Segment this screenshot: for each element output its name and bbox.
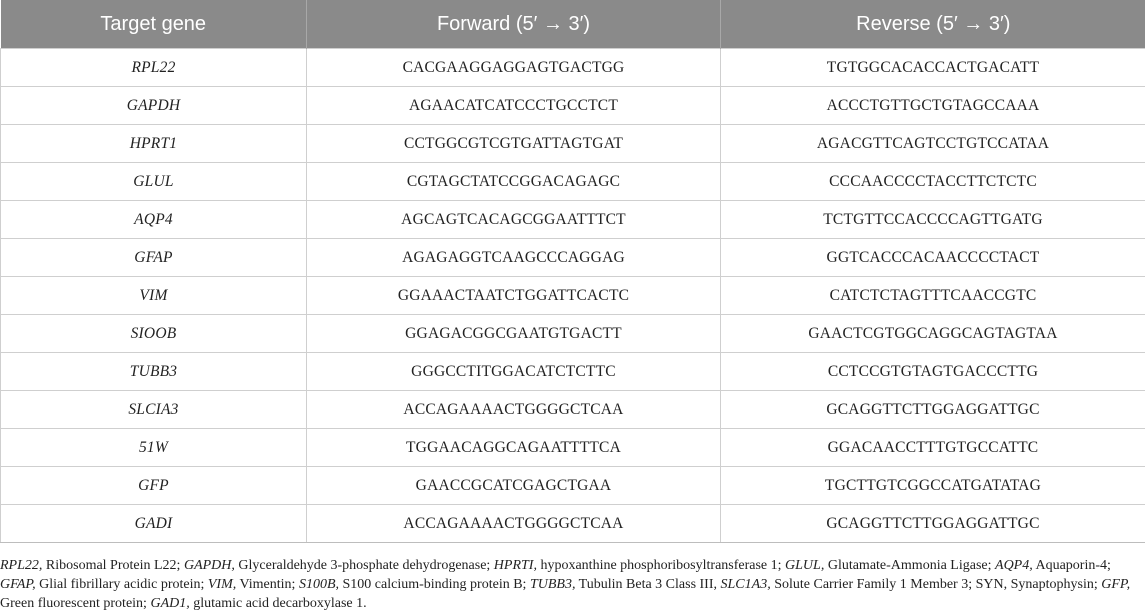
reverse-primer-cell: ACCCTGTTGCTGTAGCCAAA bbox=[721, 87, 1145, 125]
table-row bbox=[1, 429, 1145, 467]
table-row bbox=[1, 163, 1145, 201]
reverse-primer-cell: GGTCACCCACAACCCCTACT bbox=[721, 239, 1145, 277]
footnote-abbreviation: S100B, bbox=[298, 577, 340, 592]
footnote-definition: hypoxanthine phosphoribosyltransferase 1; bbox=[536, 558, 786, 573]
header-reverse: Reverse (5′ → 3′) bbox=[721, 0, 1145, 49]
reverse-primer-cell: TGTGGCACACCACTGACATT bbox=[721, 49, 1145, 87]
forward-primer-cell: AGCAGTCACAGCGGAATTTCT bbox=[307, 201, 721, 239]
footnote-abbreviation: AQP4, bbox=[995, 558, 1033, 573]
footnote-abbreviation: VIM, bbox=[207, 577, 237, 592]
gene-cell: TUBB3 bbox=[1, 353, 307, 391]
forward-primer-cell: GGAGACGGCGAATGTGACTT bbox=[307, 315, 721, 353]
footnote-definition: S100 calcium-binding protein B; bbox=[339, 577, 530, 592]
reverse-primer-cell: TGCTTGTCGGCCATGATATAG bbox=[721, 467, 1145, 505]
gene-cell: VIM bbox=[1, 277, 307, 315]
footnote-definition: glutamic acid decarboxylase 1. bbox=[189, 596, 367, 611]
gene-cell: GFP bbox=[1, 467, 307, 505]
reverse-primer-cell: AGACGTTCAGTCCTGTCCATAA bbox=[721, 125, 1145, 163]
table-header-row bbox=[1, 0, 1145, 49]
footnote-definition: Glial fibrillary acidic protein; bbox=[35, 577, 208, 592]
gene-cell: GFAP bbox=[1, 239, 307, 277]
table-row bbox=[1, 125, 1145, 163]
forward-primer-cell: ACCAGAAAACTGGGGCTCAA bbox=[307, 391, 721, 429]
gene-cell: GLUL bbox=[1, 163, 307, 201]
footnote-abbreviation: SLC1A3, bbox=[720, 577, 771, 592]
footnote-definition: Solute Carrier Family 1 Member 3; SYN, Synaptophysin; bbox=[770, 577, 1102, 592]
table-row bbox=[1, 505, 1145, 543]
table-row bbox=[1, 239, 1145, 277]
footnote-abbreviation: GAD1, bbox=[150, 596, 190, 611]
footnote-definition: Green fluorescent protein; bbox=[0, 596, 151, 611]
forward-primer-cell: CGTAGCTATCCGGACAGAGC bbox=[307, 163, 721, 201]
forward-primer-cell: CACGAAGGAGGAGTGACTGG bbox=[307, 49, 721, 87]
table-row bbox=[1, 391, 1145, 429]
footnote-abbreviation: TUBB3, bbox=[529, 577, 576, 592]
gene-cell: 51W bbox=[1, 429, 307, 467]
gene-cell: AQP4 bbox=[1, 201, 307, 239]
forward-primer-cell: GGAAACTAATCTGGATTCACTC bbox=[307, 277, 721, 315]
reverse-primer-cell: GCAGGTTCTTGGAGGATTGC bbox=[721, 505, 1145, 543]
forward-primer-cell: AGAACATCATCCCTGCCTCT bbox=[307, 87, 721, 125]
forward-primer-cell: ACCAGAAAACTGGGGCTCAA bbox=[307, 505, 721, 543]
table-row bbox=[1, 201, 1145, 239]
reverse-primer-cell: CCTCCGTGTAGTGACCCTTG bbox=[721, 353, 1145, 391]
reverse-primer-cell: CATCTCTAGTTTCAACCGTC bbox=[721, 277, 1145, 315]
table-row bbox=[1, 467, 1145, 505]
footnote-abbreviation: GAPDH, bbox=[183, 558, 235, 573]
footnote-abbreviation: GFAP, bbox=[0, 577, 36, 592]
gene-cell: GAPDH bbox=[1, 87, 307, 125]
reverse-primer-cell: GCAGGTTCTTGGAGGATTGC bbox=[721, 391, 1145, 429]
table-row bbox=[1, 315, 1145, 353]
footnote-definition: Aquaporin-4; bbox=[1032, 558, 1111, 573]
table-row bbox=[1, 49, 1145, 87]
forward-primer-cell: TGGAACAGGCAGAATTTTCA bbox=[307, 429, 721, 467]
table-body bbox=[1, 49, 1145, 543]
forward-primer-cell: CCTGGCGTCGTGATTAGTGAT bbox=[307, 125, 721, 163]
reverse-primer-cell: GAACTCGTGGCAGGCAGTAGTAA bbox=[721, 315, 1145, 353]
footnote-abbreviation: GLUL, bbox=[785, 558, 825, 573]
forward-primer-cell: GAACCGCATCGAGCTGAA bbox=[307, 467, 721, 505]
forward-primer-cell: AGAGAGGTCAAGCCCAGGAG bbox=[307, 239, 721, 277]
footnote-abbreviation: RPL22, bbox=[0, 558, 43, 573]
gene-cell: RPL22 bbox=[1, 49, 307, 87]
gene-cell: HPRT1 bbox=[1, 125, 307, 163]
footnote-definition: Glutamate-Ammonia Ligase; bbox=[824, 558, 996, 573]
gene-cell: GADI bbox=[1, 505, 307, 543]
gene-cell: SLCIA3 bbox=[1, 391, 307, 429]
table-row bbox=[1, 353, 1145, 391]
footnote-abbreviation: GFP, bbox=[1101, 577, 1131, 592]
reverse-primer-cell: GGACAACCTTTGTGCCATTC bbox=[721, 429, 1145, 467]
reverse-primer-cell: CCCAACCCCTACCTTCTCTC bbox=[721, 163, 1145, 201]
table-row bbox=[1, 277, 1145, 315]
footnote-abbreviation: HPRTI, bbox=[493, 558, 537, 573]
header-forward: Forward (5′ → 3′) bbox=[307, 0, 721, 49]
footnote-definition: Vimentin; bbox=[236, 577, 299, 592]
footnote-definition: Glyceraldehyde 3-phosphate dehydrogenase; bbox=[234, 558, 494, 573]
gene-cell: SIOOB bbox=[1, 315, 307, 353]
footnote-definition: Tubulin Beta 3 Class III, bbox=[575, 577, 721, 592]
table-footnote bbox=[0, 556, 1140, 613]
table-row bbox=[1, 87, 1145, 125]
header-target-gene: Target gene bbox=[1, 0, 307, 49]
forward-primer-cell: GGGCCTITGGACATCTCTTC bbox=[307, 353, 721, 391]
footnote-definition: Ribosomal Protein L22; bbox=[42, 558, 184, 573]
reverse-primer-cell: TCTGTTCCACCCCAGTTGATG bbox=[721, 201, 1145, 239]
